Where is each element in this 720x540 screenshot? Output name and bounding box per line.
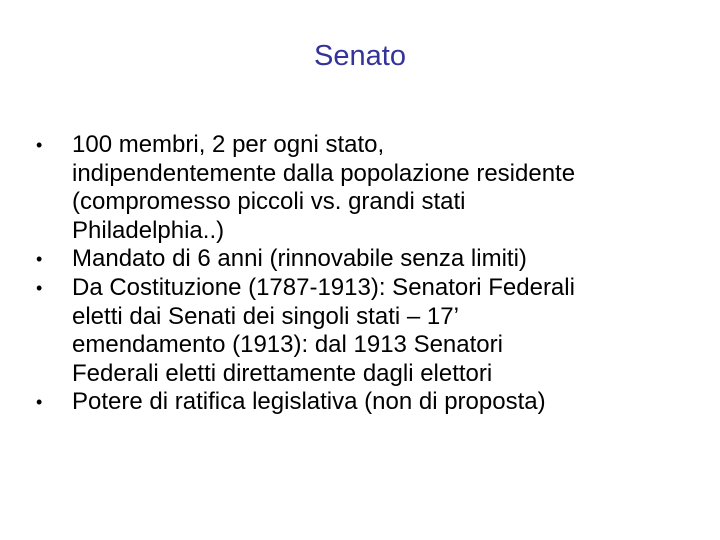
bullet-marker-icon: • (36, 249, 43, 270)
bullet-marker-icon: • (36, 277, 43, 298)
bullet-marker-icon: • (36, 392, 43, 413)
bullet-text: Mandato di 6 anni (rinnovabile senza limiti) (72, 245, 527, 273)
bullet-text: 100 membri, 2 per ogni stato, indipendentemente dalla popolazione residente (compromesso piccoli vs. grandi stati Philadelphia..) (72, 131, 576, 244)
bullet-item (36, 245, 676, 274)
bullet-marker-icon: • (36, 135, 43, 155)
bullet-text: Potere di ratifica legislativa (non di proposta) (72, 388, 546, 416)
bullet-text: Da Costituzione (1787-1913): Senatori Federali eletti dai Senati dei singoli stati – 17’ emendamento (1913): dal 1913 Senatori Federali eletti direttamente dagli elettori (72, 273, 575, 387)
bullet-item (36, 131, 676, 245)
bullet-item (36, 388, 676, 417)
bullet-item (36, 274, 676, 388)
slide-title: Senato (314, 40, 406, 72)
bullet-list (36, 131, 676, 417)
